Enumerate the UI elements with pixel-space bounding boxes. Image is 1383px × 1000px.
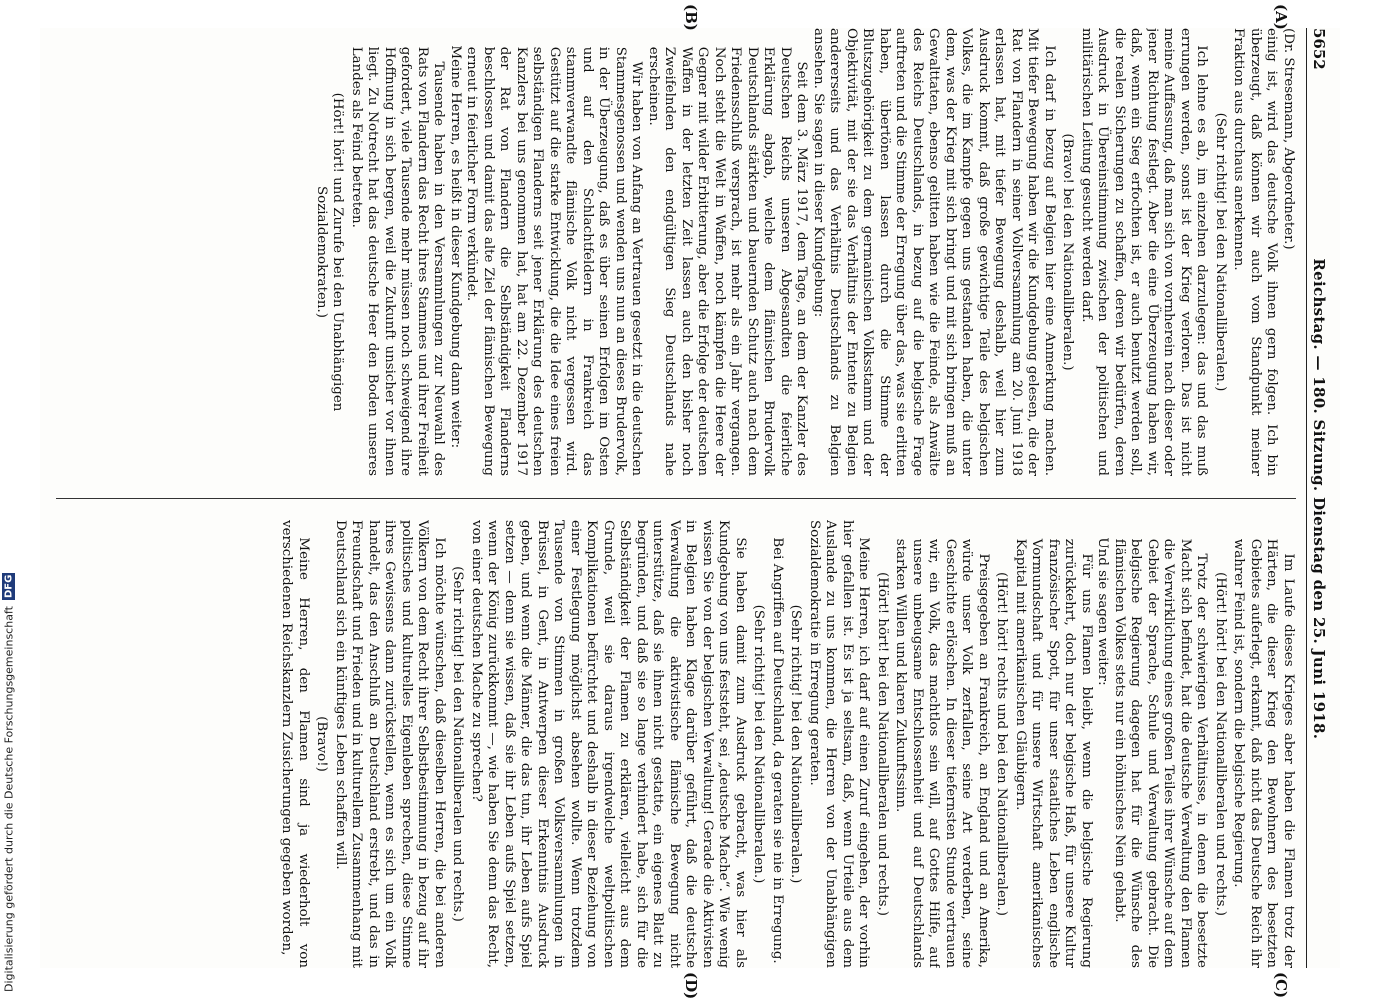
- right-paragraph: Ich möchte wünschen, daß dieselben Herren, die bei anderen Völkern von dem Recht ihrer Selbstbestimmung in bezug auf ihr politisches und kulturelles Eigenleben sprechen, diese Stimme ihres Gewissens dann zurückstellen, wenn es sich um ein Volk handelt, das den Anschluß an Deutschland erstrebt, und das in Freundschaft und Frieden und in kulturellem Zusammenhang mit Deutschland sich ein künftiges Leben schaffen will.: [333, 520, 447, 968]
- page-header-title: Reichstag. — 180. Sitzung. Dienstag den 25. Juni 1918.: [1310, 258, 1328, 740]
- right-paragraph: Bei Angriffen auf Deutschland, da geraten sie nie in Erregung.: [770, 537, 785, 964]
- left-paragraph: (Dr. Stresemann, Abgeordneter.): [1281, 28, 1296, 250]
- left-paragraph: Meine Herren, es heißt in dieser Kundgebung dann weiter:: [448, 45, 463, 449]
- right-paragraph: Preisgegeben an Frankreich, an England und an Amerika, würde unser Volk zerfallen, seine Art verderben, seine Geschichte erlöschen. In dieser tiefernsten Stunde vertrauen wir, ein Volk, das machtlos sein will, auf Gottes Hilfe, auf unsere unbeugsame Entschlossenheit und auf Deutschlands starken Willen und klaren Zukunftssinn.: [893, 538, 991, 968]
- left-paragraph: Seit dem 3. März 1917, dem Tage, an dem der Kanzler des Deutschen Reichs unseren Abgesandten die feierliche Erklärung abgab, welche dem flämischen Brudervolk Deutschlands stärkten und bauernden Schutz auch nach dem Friedensschluß versprach, ist mehr als ein Jahr vergangen. Noch steht die Welt in Waffen, noch kämpfen die Heere der Gegner mit wilder Erbitterung, aber die Erfolge der deutschen Waffen in der letzten Zeit lassen auch den bisher noch Zweifelnden den endgültigen Sieg Deutschlands nahe erscheinen.: [646, 46, 810, 476]
- left-paragraph: Tausende haben in den Versammlungen zur Neuwahl des Rats von Flandern das Recht ihres Stammes und ihrer Freiheit gefordert, viele Tausende mehr müssen noch schweigend ihre Hoffnung in sich bergen, weil die Zukunft unsicher vor ihnen liegt. Zu Notrecht hat das deutsche Heer den Boden unseres Landes als Feind betreten.: [349, 46, 447, 476]
- right-paragraph: Meine Herren, ich darf auf einen Zuruf eingehen, der vorhin hier gefallen ist. Es ist ja seltsam, daß, wenn Urteile aus dem Auslande zu uns kommen, die Herren von der Unabhängigen Sozialdemokratie in Erregung geraten.: [807, 520, 872, 968]
- right-paragraph: Für uns Flamen bleibt, wenn die belgische Regierung zurückkehrt, doch nur der belgische Haß, für unsere Kultur französischer Spott, für unser staatliches Leben englische Vormundschaft und für unsere Wirtschaft amerikanisches Kapital mit amerikanischen Gläubigern.: [1013, 538, 1094, 968]
- credit-text: Digitalisierung gefördert durch die Deutsche Forschungsgemeinschaft: [2, 606, 16, 992]
- margin-letter-b: (B): [682, 4, 700, 31]
- right-paragraph: Im Laufe dieses Krieges aber haben die Flamen trotz der Härten, die dieser Krieg den Bewohnern des besetzten Gebietes auferlegt, erkannt, daß nicht das Deutsche Reich ihr wahrer Feind ist, sondern die belgische Regierung.: [1231, 538, 1296, 968]
- left-paragraph: einig ist, wird das deutsche Volk ihnen gern folgen. Ich bin überzeugt, daß können wir auch vom Standpunkt meiner Fraktion aus durchaus anerkennen.: [1231, 28, 1280, 476]
- left-interjection: (Bravo! bei den Nationalliberalen.): [1060, 133, 1076, 371]
- digitization-credit: [0, 0, 18, 1000]
- left-interjection: (Hört! hört! und Zurufe bei den Unabhängigen Sozialdemokraten.): [314, 92, 346, 412]
- column-divider: [56, 498, 1296, 499]
- right-paragraph: Trotz der schwierigen Verhältnisse, in denen die besetzte Macht sich befindet, hat die deutsche Verwaltung den Flamen die Verwirklichung eines großen Teiles ihrer Wünsche auf dem Gebiet der Sprache, Schule und Verwaltung gebracht. Die belgische Regierung dagegen hat für die Wünsche des flämischen Volkes stets nur ein höhnisches Nein gehabt.: [1112, 538, 1210, 968]
- right-interjection: (Bravo!): [314, 716, 330, 772]
- left-interjection: (Sehr richtig! bei den Nationalliberalen.): [1213, 112, 1228, 392]
- margin-letter-d: (D): [682, 972, 700, 1000]
- left-paragraph: Ich darf in bezug auf Belgien hier eine Anmerkung machen. Mit tiefer Bewegung haben wir die Kundgebung gelesen, die der Rat von Flandern in seiner Vollversammlung am 20. Juni 1918 erlassen hat, mit tiefer Bewegung deshalb, weil hier zum Ausdruck kommt, daß große gewichtige Teile des belgischen Volkes, die im Kampfe gegen uns gestanden haben, die unter dem, was der Krieg mit sich bringt und mit sich bringen muß an Gewalttaten, ebenso gelitten haben wie die Feinde, als Anwälte des Reichs Deutschlands, in bezug auf die belgische Frage auftreten und die Stimme der Erregung über das, was sie erlitten haben, übertönen lassen durch die Stimme der Blutszugehörigkeit zu dem germanischen Volksstamm und der Objektivität, mit der sie das Verhältnis der Entente zu Belgien andererseits und das Verhältnis Deutschlands zu Belgien ansehen. Sie sagen in dieser Kundgebung:: [811, 28, 1057, 476]
- right-interjection: (Hört! hört! bei den Nationalliberalen und rechts.): [1213, 571, 1228, 916]
- page-number: 5652: [1310, 28, 1328, 70]
- right-interjection: (Hört! hört! rechts und bei den Nationalliberalen.): [994, 571, 1010, 916]
- right-interjection: (Sehr richtig! bei den Nationalliberalen und rechts.): [450, 566, 466, 922]
- left-paragraph: Ich lehne es ab, im einzelnen darzulegen: das und das muß errungen werden, sonst ist der Krieg verloren. Das ist nicht meine Auffassung, daß man sich von vornherein nach dieser oder jener Richtung festlegt. Aber die eine Überzeugung haben wir, daß, wenn ein Sieg erfochten ist, er auch benutzt werden soll, die realen Sicherungen zu schaffen, deren wir bedürfen, deren Ausdruck in Übereinstimmung zwischen der politischen und militärischen Leitung gesucht werden darf.: [1079, 28, 1210, 476]
- margin-letter-a: (A): [1272, 4, 1290, 30]
- scanned-page: [40, 4, 1340, 1000]
- right-paragraph: Meine Herren, den Flamen sind ja wiederholt von verschiedenen Reichskanzlern Zusicherungen gegeben worden,: [279, 520, 311, 968]
- running-head: [1306, 28, 1340, 968]
- right-paragraph: Sie haben damit zum Ausdruck gebracht, was hier als Kundgebung von uns feststeht, sei „deutsche Mache“. Wie wenig wissen Sie von der belgischen Verwaltung! Gerade die Aktivisten in Belgien haben Klage darüber geführt, daß die deutsche Verwaltung die aktivistische flämische Bewegung nicht unterstütze, daß sie ihnen nicht gestatte, ein eigenes Blatt zu begründen, und daß sie so lange verhindert habe, sich für die Selbständigkeit der Flamen zu erklären, vielleicht aus dem Grunde, weil sie daraus irgendwelche weltpolitischen Komplikationen befürchtet und deshalb in dieser Beziehung von einer Festlegung möglichst absehen wollte. Wenn trotzdem Tausende von Stimmen in großen Volksversammlungen in Brüssel, in Gent, in Antwerpen dieser Erkenntnis Ausdruck geben, und wenn die Männer, die das tun, ihr Leben aufs Spiel setzen — denn sie wissen, daß sie ihr Leben aufs Spiel setzen, wenn der König zurückkommt —, wie haben Sie denn das Recht, von einer deutschen Mache zu sprechen?: [469, 520, 748, 968]
- right-paragraph: Und sie sagen weiter:: [1095, 537, 1111, 686]
- left-paragraph: Wir haben von Anfang an Vertrauen gesetzt in die deutschen Stammesgenossen und wenden uns nun an dieses Brudervolk, in der Überzeugung, daß es über seinen Erfolgen im Osten und auf den Schlachtfeldern in Frankreich das stammverwandte flämische Volk nicht vergessen wird. Gestützt auf die starke Entwicklung, die die Idee eines freien selbständigen Flanderns seit jener Erklärung des deutschen Kanzlers bei uns genommen hat, hat am 22. Dezember 1917 der Rat von Flandern die Selbständigkeit Flanderns beschlossen und damit das alte Ziel der flämischen Bewegung erneut in feierlicher Form verkündet.: [464, 46, 645, 476]
- right-column: [56, 520, 1296, 968]
- right-interjection: (Sehr richtig! bei den Nationalliberalen.): [788, 604, 804, 884]
- margin-letter-c: (C): [1272, 972, 1290, 999]
- dfg-logo: DFG: [3, 574, 15, 599]
- left-column: [56, 28, 1296, 476]
- right-interjection: (Sehr richtig! bei den Nationalliberalen.): [751, 604, 767, 884]
- right-interjection: (Hört! hört! bei den Nationalliberalen und rechts.): [875, 571, 890, 916]
